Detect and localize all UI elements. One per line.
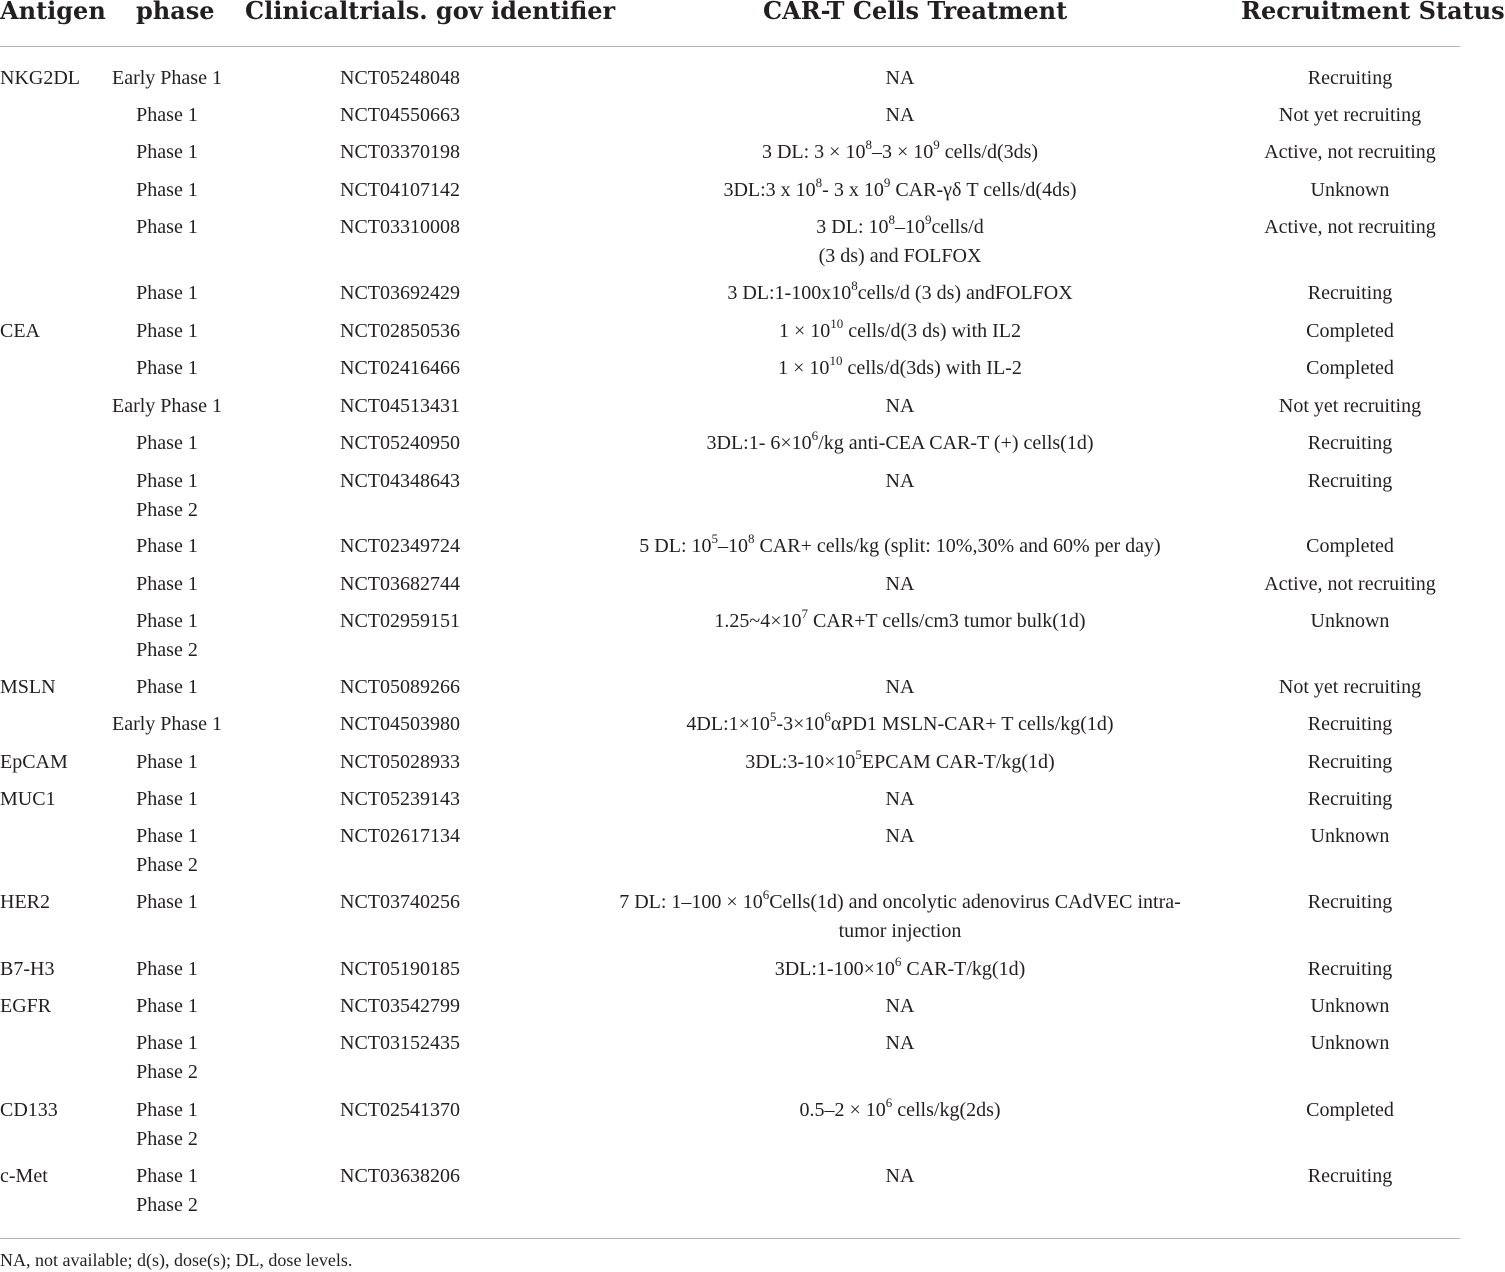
status-cell: Unknown [1310,995,1390,1017]
treatment-text: (3 ds) and FOLFOX [818,245,982,267]
status-cell: Active, not recruiting [1264,216,1436,238]
treatment-text: NA [885,67,915,89]
treatment-cell [580,279,1220,308]
phase-cell [96,101,238,130]
phase-cell [96,532,238,561]
phase-cell [96,955,238,984]
phase-cell [96,429,238,458]
identifier-cell: NCT04348643 [340,470,460,492]
phase-line: Early Phase 1 [112,67,222,89]
treatment-text: NA [885,470,915,492]
phase-line: Phase 1 [136,825,198,847]
antigen-cell: MUC1 [0,788,56,810]
phase-cell [96,392,238,421]
treatment-cell [580,955,1220,984]
header-antigen: Antigen [0,0,106,25]
identifier-cell: NCT03370198 [340,141,460,163]
superscript: 7 [801,606,809,622]
identifier-cell: NCT02850536 [340,320,460,342]
phase-line: Phase 1 [136,282,198,304]
superscript: 8 [748,531,755,547]
identifier-cell: NCT05089266 [340,676,460,698]
superscript: 9 [933,137,940,153]
phase-line: Phase 2 [136,499,198,521]
treatment-text: cells/d (3 ds) andFOLFOX [857,282,1073,304]
phase-line: Early Phase 1 [112,395,222,417]
phase-cell [96,213,238,242]
treatment-text: NA [885,573,915,595]
treatment-text: NA [885,395,915,417]
treatment-text: cells/d(3ds) with IL-2 [842,357,1022,379]
identifier-cell: NCT04513431 [340,395,460,417]
header-phase: phase [136,0,215,25]
identifier-cell: NCT03682744 [340,573,460,595]
phase-cell [96,1096,238,1154]
treatment-cell [580,888,1220,946]
treatment-text: NA [885,788,915,810]
status-cell: Active, not recruiting [1264,141,1436,163]
treatment-text: /kg anti-CEA CAR-T (+) cells(1d) [818,432,1094,454]
treatment-text: 1.25~4×10 [714,610,802,632]
identifier-cell: NCT02416466 [340,357,460,379]
treatment-cell [580,822,1220,851]
identifier-cell: NCT04107142 [340,179,460,201]
status-cell: Recruiting [1307,67,1393,89]
superscript: 6 [811,428,819,444]
phase-line: Phase 2 [136,1194,198,1216]
treatment-text: CAR+ cells/kg (split: 10%,30% and 60% per day) [754,535,1161,557]
treatment-cell [580,392,1220,421]
phase-cell [96,354,238,383]
status-cell: Recruiting [1307,788,1393,810]
phase-line: Phase 2 [136,854,198,876]
identifier-cell: NCT04503980 [340,713,460,735]
treatment-text: 4DL:1×10 [686,713,770,735]
status-cell: Recruiting [1307,751,1393,773]
phase-cell [96,570,238,599]
phase-line: Phase 1 [136,610,198,632]
treatment-cell [580,1162,1220,1191]
phase-line: Phase 1 [136,216,198,238]
treatment-text: 3DL:3 x 10 [723,179,816,201]
identifier-cell: NCT05190185 [340,958,460,980]
treatment-text: 3 DL: 3 × 10 [761,141,866,163]
treatment-text: cells/d(3ds) [939,141,1039,163]
treatment-cell [580,673,1220,702]
phase-cell [96,822,238,880]
treatment-text: cells/d [931,216,984,238]
treatment-cell [580,176,1220,205]
treatment-cell [580,1096,1220,1125]
status-cell: Active, not recruiting [1264,573,1436,595]
status-cell: Completed [1306,535,1394,557]
status-cell: Unknown [1310,1032,1390,1054]
phase-cell [96,64,238,93]
bottom-rule [0,1238,1460,1239]
superscript: 8 [865,137,872,153]
treatment-cell [580,429,1220,458]
treatment-text: 1 × 10 [778,357,830,379]
phase-line: Phase 1 [136,958,198,980]
treatment-text: αPD1 MSLN-CAR+ T cells/kg(1d) [830,713,1114,735]
phase-line: Phase 1 [136,751,198,773]
antigen-cell: B7-H3 [0,958,55,980]
treatment-text: -3×10 [776,713,825,735]
phase-line: Phase 2 [136,1061,198,1083]
identifier-cell: NCT05239143 [340,788,460,810]
treatment-cell [580,354,1220,383]
phase-cell [96,992,238,1021]
treatment-cell [580,1029,1220,1058]
phase-cell [96,748,238,777]
treatment-text: –10 [718,535,748,557]
identifier-cell: NCT05240950 [340,432,460,454]
phase-cell [96,710,238,739]
treatment-text: 3 DL: 10 [816,216,889,238]
treatment-cell [580,710,1220,739]
antigen-cell: MSLN [0,676,56,698]
superscript: 8 [815,175,823,191]
treatment-cell [580,607,1220,636]
treatment-text: NA [885,995,915,1017]
status-cell: Completed [1306,320,1394,342]
identifier-cell: NCT02959151 [340,610,460,632]
status-cell: Unknown [1310,610,1390,632]
table-footnote: NA, not available; d(s), dose(s); DL, dose levels. [0,1250,353,1270]
phase-cell [96,279,238,308]
phase-cell [96,607,238,665]
superscript: 6 [885,1095,893,1111]
treatment-cell [580,101,1220,130]
identifier-cell: NCT03310008 [340,216,460,238]
identifier-cell: NCT03152435 [340,1032,460,1054]
antigen-cell: EpCAM [0,751,68,773]
phase-cell [96,888,238,917]
phase-cell [96,176,238,205]
antigen-cell: c-Met [0,1165,48,1187]
antigen-cell: EGFR [0,995,52,1017]
treatment-cell [580,532,1220,561]
identifier-cell: NCT03740256 [340,891,460,913]
phase-line: Phase 2 [136,1128,198,1150]
antigen-cell: NKG2DL [0,67,80,89]
treatment-text: 3DL:3-10×10 [745,751,856,773]
treatment-text: tumor injection [838,920,962,942]
phase-line: Phase 1 [136,788,198,810]
identifier-cell: NCT05028933 [340,751,460,773]
phase-cell [96,467,238,525]
treatment-text: NA [885,1165,915,1187]
treatment-text: cells/d(3 ds) with IL2 [843,320,1022,342]
header-treatment: CAR-T Cells Treatment [763,0,1068,25]
header-rule [0,46,1460,47]
status-cell: Completed [1306,1099,1394,1121]
treatment-text: 1 × 10 [778,320,831,342]
treatment-cell [580,317,1220,346]
status-cell: Not yet recruiting [1278,676,1422,698]
phase-line: Early Phase 1 [112,713,222,735]
identifier-cell: NCT04550663 [340,104,460,126]
treatment-text: 0.5–2 × 10 [799,1099,886,1121]
status-cell: Unknown [1310,825,1390,847]
superscript: 5 [769,709,777,725]
treatment-cell [580,570,1220,599]
phase-line: Phase 1 [136,995,198,1017]
treatment-text: CAR+T cells/cm3 tumor bulk(1d) [808,610,1086,632]
table-header [0,0,1505,46]
treatment-text: –10 [895,216,925,238]
status-cell: Unknown [1310,179,1390,201]
identifier-cell: NCT02349724 [340,535,460,557]
treatment-text: Cells(1d) and oncolytic adenovirus CAdVEC intra- [769,891,1181,913]
superscript: 5 [711,531,718,547]
phase-line: Phase 1 [136,535,198,557]
treatment-text: cells/kg(2ds) [892,1099,1001,1121]
identifier-cell: NCT03692429 [340,282,460,304]
superscript: 8 [888,212,895,228]
phase-line: Phase 1 [136,573,198,595]
treatment-text: –3 × 10 [871,141,934,163]
superscript: 5 [855,747,862,763]
identifier-cell: NCT02617134 [340,825,460,847]
phase-line: Phase 1 [136,104,198,126]
treatment-cell [580,467,1220,496]
phase-line: Phase 1 [136,432,198,454]
status-cell: Not yet recruiting [1278,104,1422,126]
phase-cell [96,138,238,167]
status-cell: Recruiting [1307,282,1393,304]
status-cell: Recruiting [1307,891,1393,913]
status-cell: Recruiting [1307,1165,1393,1187]
status-cell: Not yet recruiting [1278,395,1422,417]
treatment-text: NA [885,825,915,847]
treatment-text: NA [885,676,915,698]
treatment-text: EPCAM CAR-T/kg(1d) [861,751,1055,773]
identifier-cell: NCT05248048 [340,67,460,89]
superscript: 10 [830,316,844,332]
superscript: 6 [762,887,770,903]
treatment-text: 7 DL: 1–100 × 10 [619,891,763,913]
phase-line: Phase 1 [136,676,198,698]
treatment-text: 3DL:1-100×10 [774,958,895,980]
phase-line: Phase 1 [136,320,198,342]
identifier-cell: NCT03542799 [340,995,460,1017]
phase-cell [96,1029,238,1087]
treatment-text: CAR-T/kg(1d) [901,958,1026,980]
phase-cell [96,317,238,346]
superscript: 6 [894,954,902,970]
superscript: 8 [851,278,858,294]
status-cell: Recruiting [1307,713,1393,735]
phase-cell [96,1162,238,1220]
treatment-text: 3 DL:1-100x10 [727,282,852,304]
treatment-cell [580,785,1220,814]
phase-line: Phase 1 [136,470,198,492]
antigen-cell: CD133 [0,1099,58,1121]
phase-line: Phase 2 [136,639,198,661]
treatment-text: 3DL:1- 6×10 [706,432,812,454]
identifier-cell: NCT02541370 [340,1099,460,1121]
phase-cell [96,785,238,814]
header-status: Recruitment Status [1241,0,1505,25]
status-cell: Recruiting [1307,958,1393,980]
superscript: 9 [925,212,932,228]
phase-line: Phase 1 [136,1165,198,1187]
header-identifier: Clinicaltrials. gov identifier [245,0,616,25]
antigen-cell: HER2 [0,891,50,913]
identifier-cell: NCT03638206 [340,1165,460,1187]
phase-line: Phase 1 [136,1099,198,1121]
superscript: 9 [883,175,891,191]
status-cell: Recruiting [1307,432,1393,454]
treatment-text: - 3 x 10 [822,179,884,201]
superscript: 6 [824,709,831,725]
phase-cell [96,673,238,702]
phase-line: Phase 1 [136,179,198,201]
phase-line: Phase 1 [136,891,198,913]
treatment-text: CAR-γδ T cells/d(4ds) [890,179,1077,201]
treatment-cell [580,138,1220,167]
antigen-cell: CEA [0,320,40,342]
status-cell: Completed [1306,357,1394,379]
treatment-text: NA [885,1032,915,1054]
phase-line: Phase 1 [136,141,198,163]
treatment-cell [580,992,1220,1021]
treatment-cell [580,213,1220,271]
treatment-cell [580,748,1220,777]
phase-line: Phase 1 [136,357,198,379]
treatment-text: 5 DL: 10 [639,535,712,557]
treatment-text: NA [885,104,915,126]
treatment-cell [580,64,1220,93]
status-cell: Recruiting [1307,470,1393,492]
phase-line: Phase 1 [136,1032,198,1054]
superscript: 10 [829,353,843,369]
